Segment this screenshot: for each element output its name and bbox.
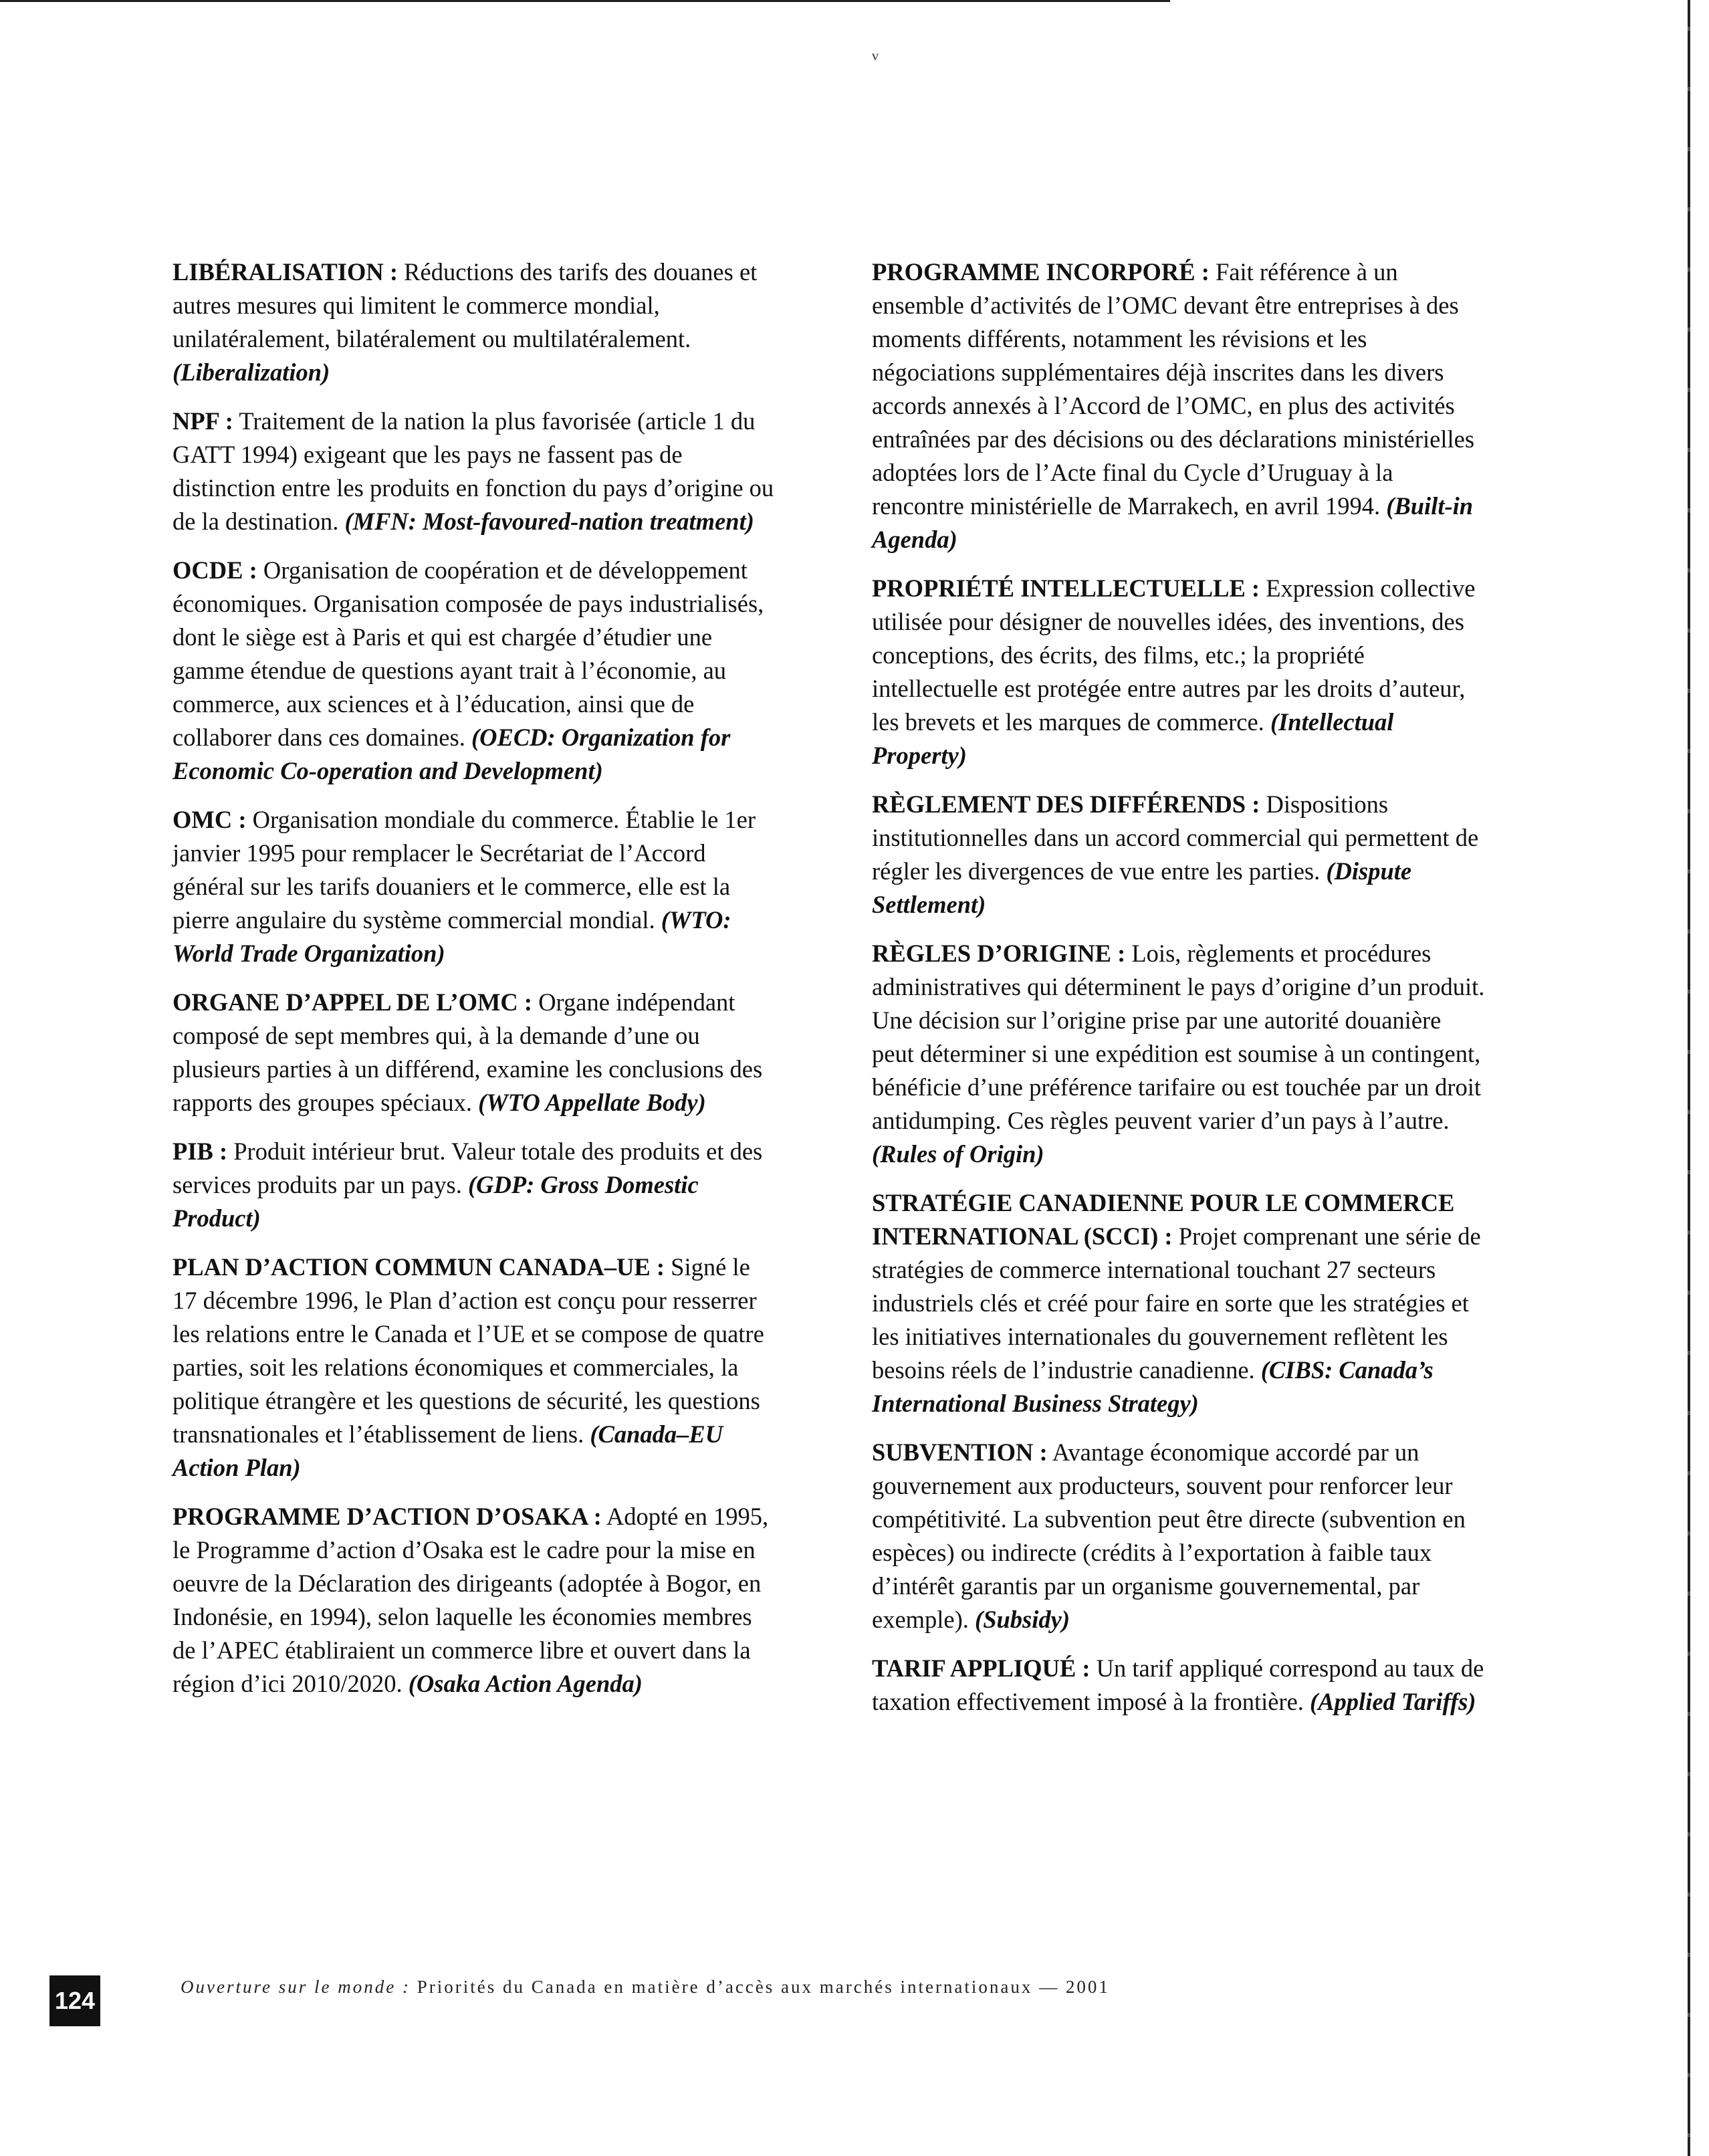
glossary-definition: Produit intérieur brut. Valeur totale des produits et des services produits par un pays. — [173, 1138, 763, 1198]
glossary-entry — [173, 1135, 774, 1235]
glossary-english-term: (MFN: Most-favoured-nation treatment) — [344, 508, 754, 535]
glossary-definition: Dispositions institutionnelles dans un accord commercial qui permettent de régler les divergences de vue entre les parties. — [872, 790, 1479, 885]
glossary-term: PROGRAMME INCORPORÉ : — [872, 258, 1210, 286]
page-footer — [0, 1962, 1709, 2036]
scan-right-edge — [1688, 0, 1690, 2156]
footer-title-italic: Ouverture sur le monde : — [181, 1977, 411, 1997]
glossary-definition: Traitement de la nation la plus favorisée (article 1 du GATT 1994) exigeant que les pays ne fassent pas de distinction entre les produits en fonction du pays d’origine ou de la destination. — [173, 407, 774, 535]
scan-mark: ᵥ — [872, 39, 879, 64]
glossary-entry — [173, 986, 774, 1119]
glossary-english-term: (OECD: Organization for Economic Co-operation and Development) — [173, 724, 731, 784]
glossary-term: SUBVENTION : — [872, 1438, 1048, 1466]
glossary-entry — [872, 788, 1487, 922]
glossary-definition: Organisation mondiale du commerce. Établie le 1er janvier 1995 pour remplacer le Secrétariat de l’Accord général sur les tarifs douaniers et le commerce, elle est la pierre angulaire du système commercial mondial. — [173, 806, 756, 934]
glossary-english-term: (CIBS: Canada’s International Business Strategy) — [872, 1356, 1434, 1417]
glossary-term: PROGRAMME D’ACTION D’OSAKA : — [173, 1503, 602, 1530]
glossary-english-term: (Osaka Action Agenda) — [408, 1670, 643, 1697]
glossary-english-term: (Canada–EU Action Plan) — [173, 1420, 723, 1481]
glossary-term: ORGANE D’APPEL DE L’OMC : — [173, 988, 533, 1016]
scan-top-rule — [0, 0, 1170, 2]
glossary-english-term: (Liberalization) — [173, 358, 330, 386]
glossary-term: OMC : — [173, 806, 247, 833]
glossary-term: PLAN D’ACTION COMMUN CANADA–UE : — [173, 1253, 665, 1281]
glossary-term: RÈGLES D’ORIGINE : — [872, 940, 1126, 967]
glossary-definition: Organisation de coopération et de développement économiques. Organisation composée de pays industrialisés, dont le siège est à Paris et qui est chargée d’étudier une gamme étendue de questions ayant trait à l’économie, au commerce, aux sciences et à l’éducation, ainsi que de collaborer dans ces domaines. — [173, 556, 764, 751]
glossary-english-term: (Subsidy) — [975, 1606, 1070, 1633]
glossary-entry — [173, 255, 774, 389]
glossary-definition: Avantage économique accordé par un gouvernement aux producteurs, souvent pour renforcer leur compétitivité. La subvention peut être directe (subvention en espèces) ou indirecte (crédits à l’exportation à faible taux d’intérêt garantis par un organisme gouvernemental, par exemple). — [872, 1438, 1466, 1633]
glossary-entry — [872, 255, 1487, 556]
glossary-entry — [872, 1186, 1487, 1420]
glossary-term: OCDE : — [173, 556, 257, 584]
glossary-right-column — [872, 255, 1487, 1734]
glossary-english-term: (Applied Tariffs) — [1310, 1688, 1476, 1715]
glossary-entry — [872, 1436, 1487, 1636]
glossary-term: PROPRIÉTÉ INTELLECTUELLE : — [872, 574, 1260, 602]
glossary-term: LIBÉRALISATION : — [173, 258, 398, 286]
glossary-left-column — [173, 255, 774, 1716]
glossary-definition: Adopté en 1995, le Programme d’action d’Osaka est le cadre pour la mise en oeuvre de la Déclaration des dirigeants (adoptée à Bogor, en Indonésie, en 1994), selon laquelle les économies membres de l’APEC établiraient un commerce libre et ouvert dans la région d’ici 2010/2020. — [173, 1503, 769, 1697]
glossary-term: TARIF APPLIQUÉ : — [872, 1654, 1091, 1682]
glossary-definition: Expression collective utilisée pour désigner de nouvelles idées, des inventions, des conceptions, des écrits, des films, etc.; la propriété intellectuelle est protégée entre autres par les droits d’auteur, les brevets et les marques de commerce. — [872, 574, 1476, 736]
glossary-term: RÈGLEMENT DES DIFFÉRENDS : — [872, 790, 1260, 818]
glossary-entry — [173, 405, 774, 538]
glossary-english-term: (Dispute Settlement) — [872, 857, 1412, 918]
glossary-english-term: (Rules of Origin) — [872, 1140, 1044, 1168]
footer-title-rest: Priorités du Canada en matière d’accès aux marchés internationaux — 2001 — [410, 1977, 1110, 1997]
glossary-definition: Réductions des tarifs des douanes et autres mesures qui limitent le commerce mondial, unilatéralement, bilatéralement ou multilatéralement. — [173, 258, 758, 352]
footer-publication-title — [181, 1977, 1110, 1998]
glossary-definition: Lois, règlements et procédures administratives qui déterminent le pays d’origine d’un produit. Une décision sur l’origine prise par une autorité douanière peut déterminer si une expédition est soumise à un contingent, bénéficie d’une préférence tarifaire ou est touchée par un droit antidumping. Ces règles peuvent varier d’un pays à l’autre. — [872, 940, 1485, 1134]
glossary-entry — [872, 572, 1487, 772]
glossary-entry — [173, 1500, 774, 1701]
glossary-definition: Organe indépendant composé de sept membres qui, à la demande d’une ou plusieurs parties à un différend, examine les conclusions des rapports des groupes spéciaux. — [173, 988, 763, 1116]
glossary-term: NPF : — [173, 407, 233, 435]
glossary-term: PIB : — [173, 1138, 228, 1165]
glossary-english-term: (GDP: Gross Domestic Product) — [173, 1171, 699, 1232]
glossary-definition: Signé le 17 décembre 1996, le Plan d’action est conçu pour resserrer les relations entre le Canada et l’UE et se compose de quatre parties, soit les relations économiques et commerciales, la politique étrangère et les questions de sécurité, les questions transnationales et l’établissement de liens. — [173, 1253, 764, 1448]
glossary-entry — [872, 937, 1487, 1171]
glossary-definition: Projet comprenant une série de stratégies de commerce international touchant 27 secteurs industriels clés et créé pour faire en sorte que les stratégies et les initiatives internationales du gouvernement reflètent les besoins réels de l’industrie canadienne. — [872, 1222, 1481, 1384]
glossary-definition: Fait référence à un ensemble d’activités de l’OMC devant être entreprises à des moments différents, notamment les révisions et les négociations supplémentaires déjà inscrites dans les divers accords annexés à l’Accord de l’OMC, en plus des activités entraînées par des décisions ou des déclarations ministérielles adoptées lors de l’Acte final du Cycle d’Uruguay à la rencontre ministérielle de Marrakech, en avril 1994. — [872, 258, 1475, 520]
glossary-english-term: (WTO: World Trade Organization) — [173, 906, 731, 967]
glossary-english-term: (Intellectual Property) — [872, 708, 1394, 769]
glossary-entry — [173, 554, 774, 788]
glossary-entry — [872, 1652, 1487, 1719]
glossary-english-term: (WTO Appellate Body) — [478, 1089, 706, 1116]
page-number: 124 — [49, 1975, 100, 2026]
glossary-term: STRATÉGIE CANADIENNE POUR LE COMMERCE INTERNATIONAL (SCCI) : — [872, 1189, 1455, 1250]
glossary-entry — [173, 1251, 774, 1485]
glossary-english-term: (Built-in Agenda) — [872, 492, 1474, 553]
glossary-definition: Un tarif appliqué correspond au taux de taxation effectivement imposé à la frontière. — [872, 1654, 1484, 1715]
glossary-entry — [173, 803, 774, 970]
